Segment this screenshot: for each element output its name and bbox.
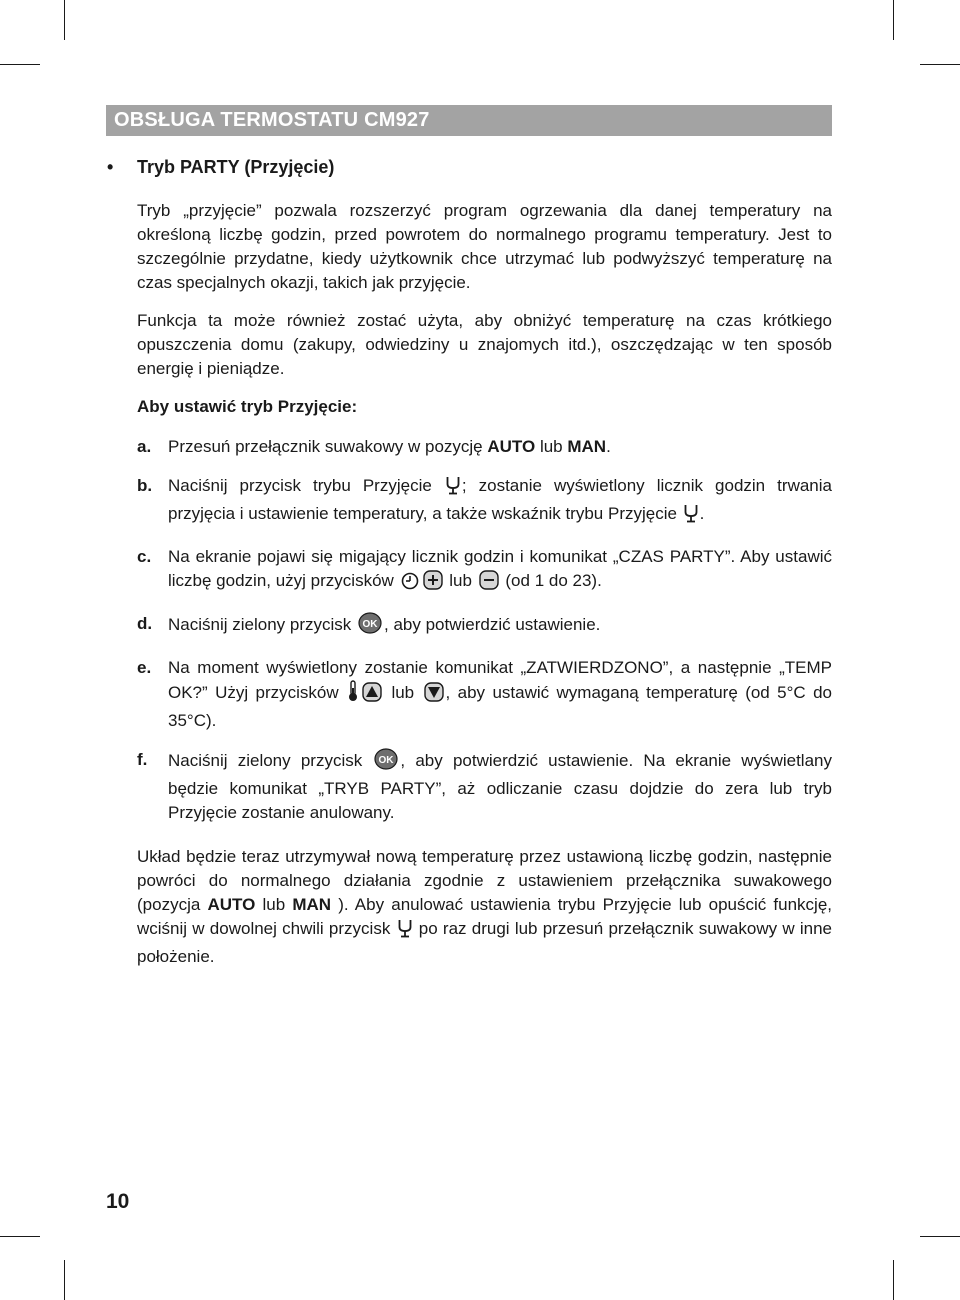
step-label: d. <box>137 614 153 633</box>
step-b <box>137 474 832 530</box>
man-keyword: MAN <box>292 895 332 914</box>
step-label: c. <box>137 547 152 566</box>
crop-mark <box>893 1260 894 1300</box>
ok-button-icon <box>358 612 382 641</box>
crop-mark <box>0 1236 40 1237</box>
page-content <box>107 155 833 969</box>
thermometer-icon <box>348 680 358 709</box>
step-label: b. <box>137 476 153 495</box>
crop-mark <box>64 0 65 40</box>
svg-text:OK: OK <box>362 619 378 630</box>
second-paragraph: Funkcja ta może również zostać użyta, aby obniżyć temperaturę na czas krótkiego opuszczenia domu (zakupy, odwiedziny u znajomych itd.), oszczędzając w ten sposób energię i pieniądze. <box>137 311 832 378</box>
auto-keyword: AUTO <box>487 437 536 456</box>
step-f <box>137 748 832 825</box>
minus-button-icon <box>479 570 499 597</box>
party-glass-icon <box>684 504 698 530</box>
step-text: Na ekranie pojawi się migający licznik godzin i komunikat „CZAS PARTY”. Aby ustawić liczbę godzin, użyj przycisków lub (od 1 do 23). <box>168 545 832 597</box>
crop-mark <box>920 1236 960 1237</box>
party-glass-icon <box>398 919 412 945</box>
ok-button-icon <box>374 748 398 777</box>
step-label: f. <box>137 750 148 769</box>
clock-icon <box>401 572 419 597</box>
step-c <box>137 545 832 597</box>
crop-mark <box>64 1260 65 1300</box>
step-text: Przesuń przełącznik suwakowy w pozycję AUTO lub MAN. <box>168 437 611 456</box>
down-arrow-button-icon <box>424 682 444 709</box>
crop-mark <box>893 0 894 40</box>
svg-text:OK: OK <box>378 755 394 766</box>
plus-button-icon <box>423 570 443 597</box>
step-text: Naciśnij przycisk trybu Przyjęcie ; zostanie wyświetlony licznik godzin trwania przyjęcia i ustawienie temperatury, a także wskaźnik trybu Przyjęcie . <box>168 474 832 530</box>
section-header-title: OBSŁUGA TERMOSTATU CM927 <box>114 109 430 131</box>
section-title-text: Tryb PARTY (Przyjęcie) <box>137 157 335 177</box>
step-text: Naciśnij zielony przycisk OK , aby potwierdzić ustawienie. Na ekranie wyświetlany będzie komunikat „TRYB PARTY”, aż odliczanie czasu dojdzie do zera lub tryb Przyjęcie zostanie anulowany. <box>168 748 832 825</box>
section-title <box>107 155 832 179</box>
up-arrow-button-icon <box>362 682 382 709</box>
step-label: e. <box>137 658 152 677</box>
bullet: • <box>107 157 114 177</box>
step-text: Na moment wyświetlony zostanie komunikat „ZATWIERDZONO”, a następnie „TEMP OK?” Użyj przycisków lub , aby ustawić wymaganą temperaturę (od 5°C do 35°C). <box>168 658 832 730</box>
man-keyword: MAN <box>567 437 607 456</box>
intro-paragraph: Tryb „przyjęcie” pozwala rozszerzyć program ogrzewania dla danej temperatury na określoną liczbę godzin, przed powrotem do normalnego programu temperatury. Jest to szczególnie przydatne, kiedy użytkownik chce utrzymać lub podwyższyć temperaturę na czas specjalnych okazji, takich jak przyjęcie. <box>137 201 832 292</box>
step-label: a. <box>137 437 152 456</box>
page-number: 10 <box>106 1190 130 1213</box>
auto-keyword: AUTO <box>207 895 256 914</box>
step-e <box>137 656 832 733</box>
section-header-bar <box>106 105 832 136</box>
step-d <box>137 612 832 641</box>
closing-paragraph: Układ będzie teraz utrzymywał nową temperaturę przez ustawioną liczbę godzin, następnie powróci do normalnego działania zgodnie z ustawieniem przełącznika suwakowego (pozycja AUTO lub MAN ). Aby anulować ustawienia trybu Przyjęcie lub opuścić funkcję, wciśnij w dowolnej chwili przycisk po raz drugi lub przesuń przełącznik suwakowy w inne położenie. <box>137 847 833 966</box>
crop-mark <box>0 64 40 65</box>
crop-mark <box>920 64 960 65</box>
step-text: Naciśnij zielony przycisk OK , aby potwierdzić ustawienie. <box>168 612 832 641</box>
party-glass-icon <box>446 476 460 502</box>
step-a <box>137 435 832 459</box>
how-to-heading: Aby ustawić tryb Przyjęcie: <box>137 397 358 416</box>
